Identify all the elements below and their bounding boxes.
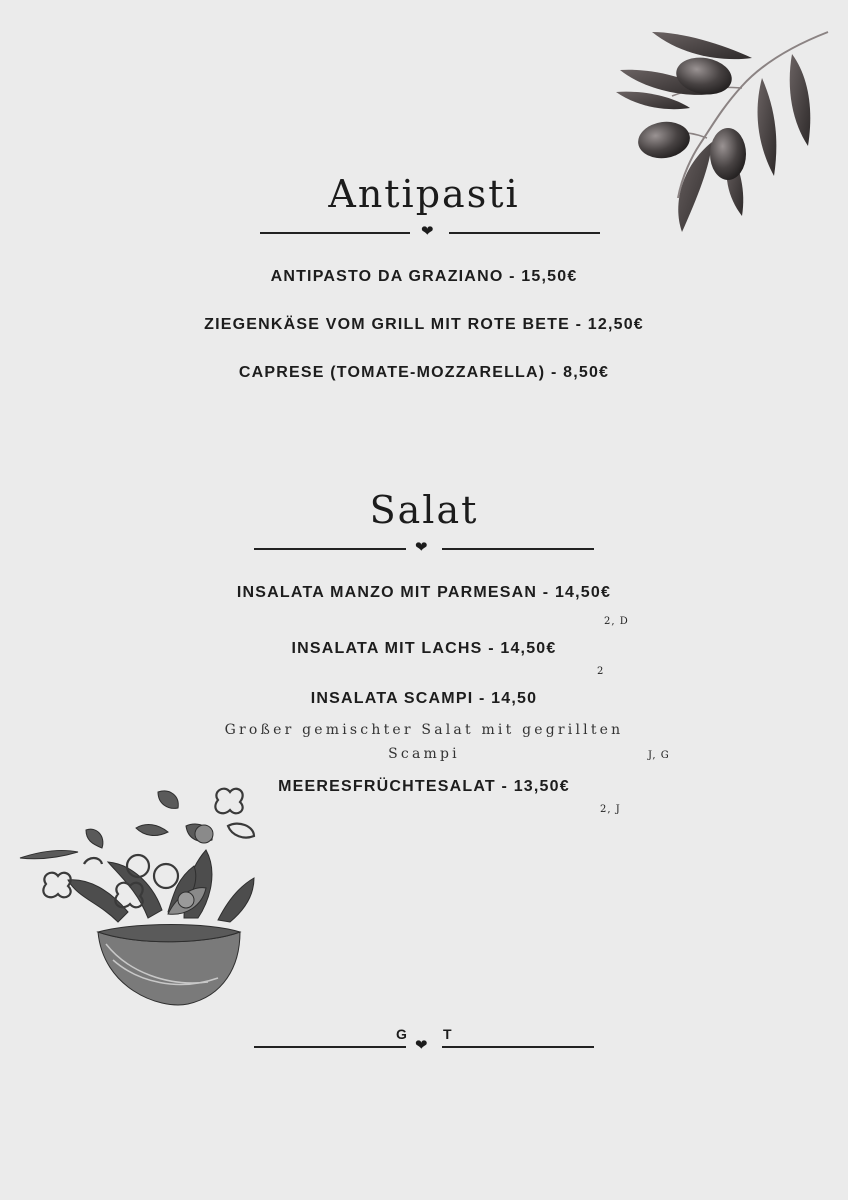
menu-item-insalata-scampi: INSALATA SCAMPI - 14,50 bbox=[310, 690, 538, 707]
salad-bowl-icon bbox=[18, 782, 266, 1014]
allergen-note: 2 bbox=[597, 666, 605, 677]
menu-item-meeresfruechtesalat: MEERESFRÜCHTESALAT - 13,50€ bbox=[278, 778, 570, 795]
salat-divider bbox=[254, 540, 594, 560]
antipasti-title: Antipasti bbox=[328, 172, 520, 216]
menu-item-insalata-manzo: INSALATA MANZO MIT PARMESAN - 14,50€ bbox=[236, 584, 612, 601]
menu-item-ziegenkaese: ZIEGENKÄSE VOM GRILL MIT ROTE BETE - 12,50€ bbox=[204, 316, 644, 333]
heart-icon: ❤ bbox=[421, 223, 434, 240]
menu-item-description: Großer gemischter Salat mit gegrillten bbox=[224, 722, 624, 738]
salat-title: Salat bbox=[369, 488, 479, 532]
footer-monogram-left: G bbox=[396, 1026, 408, 1042]
footer-monogram-right: T bbox=[443, 1026, 453, 1042]
menu-item-antipasto-da-graziano: ANTIPASTO DA GRAZIANO - 15,50€ bbox=[270, 268, 578, 285]
allergen-note: 2, D bbox=[604, 616, 629, 627]
menu-item-description: Scampi bbox=[388, 746, 460, 762]
allergen-note: 2, J bbox=[600, 804, 621, 815]
heart-icon: ❤ bbox=[415, 539, 428, 556]
allergen-note: J, G bbox=[648, 750, 670, 761]
menu-item-caprese: CAPRESE (TOMATE-MOZZARELLA) - 8,50€ bbox=[238, 364, 610, 381]
footer-divider bbox=[254, 1038, 594, 1058]
menu-item-insalata-lachs: INSALATA MIT LACHS - 14,50€ bbox=[291, 640, 557, 657]
antipasti-divider bbox=[260, 224, 600, 244]
heart-icon: ❤ bbox=[415, 1037, 428, 1054]
